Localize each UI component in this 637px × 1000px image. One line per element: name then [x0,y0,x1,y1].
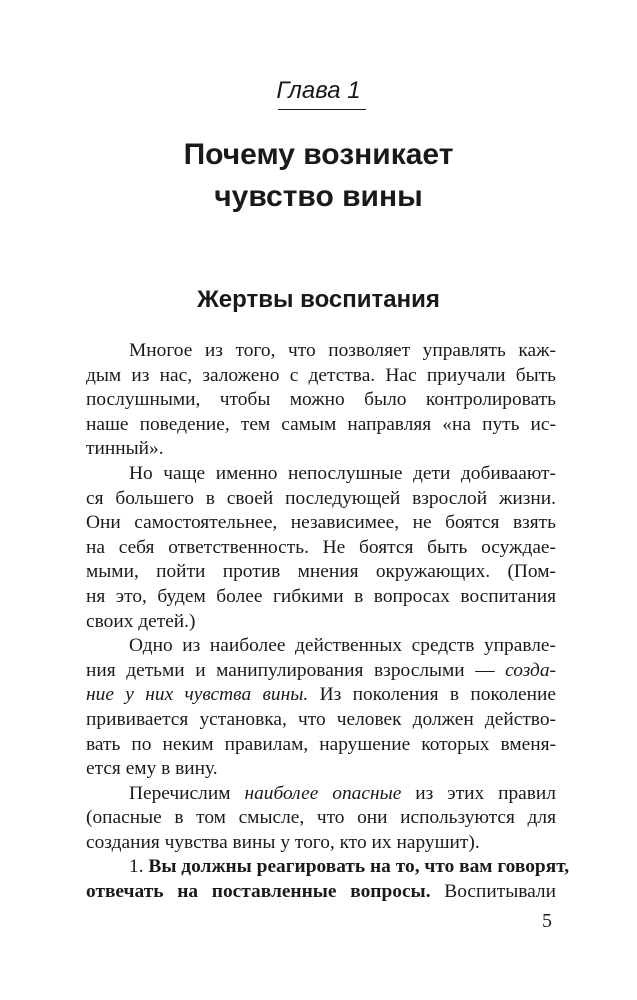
bold-text: отвечать на поставленные вопросы. [86,881,431,903]
text-line [86,880,556,905]
text-line: мыми, пойти против мнения окружающих. (Пом- [86,561,556,583]
body-text [86,339,570,905]
emphasis-text: созда- [505,659,556,681]
text-line: наше поведение, тем самым направляя «на путь ис- [86,413,556,435]
text-span: Перечислим [129,782,245,804]
chapter-title [0,134,637,218]
text-line: Они самостоятельнее, независимее, не боятся взять [86,512,556,534]
bold-text: Вы должны реагировать на то, что вам говорят, [148,856,570,878]
chapter-title-line: чувство вины [214,180,423,213]
text-line: послушными, чтобы можно было контролировать [86,389,556,411]
text-line: Но чаще именно непослушные дети добиваают- [129,462,556,484]
text-span: из этих правил [401,782,556,804]
text-line: на себя ответственность. Не боятся быть осуждае- [86,536,556,558]
text-line: вать по неким правилам, нарушение которых вменя- [86,733,556,755]
text-span: ния детьми и манипулирования взрослыми — [86,659,506,681]
text-line: тинный». [86,438,164,460]
chapter-rule [278,109,366,110]
text-span: Из поколения в поколение [308,684,556,706]
text-line [86,659,556,684]
text-line [86,683,556,708]
text-line: своих детей.) [86,610,196,632]
text-span: Воспитывали [430,881,556,903]
text-line [86,782,556,807]
emphasis-text: ние у них чувства вины. [86,684,309,706]
chapter-title-line: Почему возникает [183,138,454,171]
text-line: создания чувства вины у того, кто их нарушит). [86,831,480,853]
section-title: Жертвы воспитания [197,286,440,313]
text-line: прививается установка, что человек должен действо- [86,708,556,730]
text-line: Одно из наиболее действенных средств управле- [129,635,556,657]
text-line: ется ему в вину. [86,758,218,780]
chapter-label: Глава 1 [276,77,361,104]
text-line: дым из нас, заложено с детства. Нас приучали быть [86,364,556,386]
text-line: (опасные в том смысле, что они используются для [86,807,556,829]
text-line: ня это, будем более гибкими в вопросах воспитания [86,585,556,607]
page-number: 5 [542,910,552,932]
list-number: 1. [129,856,149,878]
emphasis-text: наиболее опасные [244,782,402,804]
text-line: Многое из того, что позволяет управлять каж- [129,340,556,361]
text-line: ся большего в своей последующей взрослой жизни. [86,487,556,509]
text-line [86,855,570,880]
